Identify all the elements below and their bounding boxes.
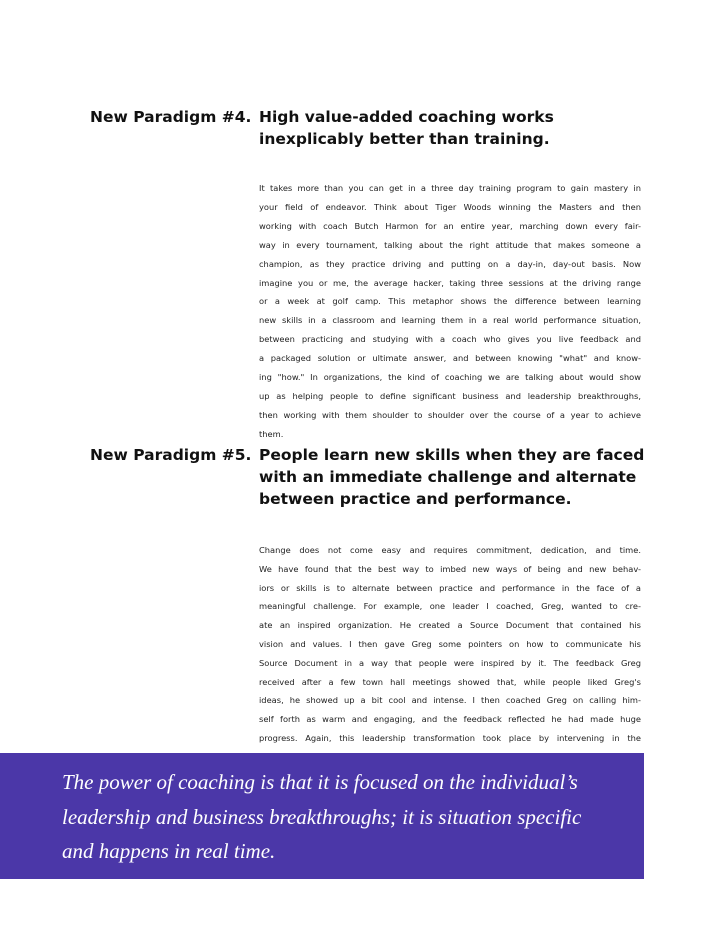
body-line: progress. Again, this leadership transformation took place by intervening in the [259, 732, 641, 743]
paradigm-4-label: New Paradigm #4. [90, 108, 252, 126]
body-line: then working with them shoulder to shoulder over the course of a year to achieve [259, 409, 641, 420]
heading-line: inexplicably better than training. [259, 130, 550, 148]
body-line: way in every tournament, talking about the right attitude that makes someone a [259, 239, 641, 250]
body-line: received after a few town hall meetings showed that, while people liked Greg's [259, 676, 641, 687]
body-line: working with coach Butch Harmon for an entire year, marching down every fair- [259, 220, 641, 231]
body-line: iors or skills is to alternate between practice and performance in the face of a [259, 582, 641, 593]
paradigm-5-body [259, 541, 641, 767]
heading-line: with an immediate challenge and alternate [259, 468, 637, 486]
heading-line: between practice and performance. [259, 490, 572, 508]
body-line: We have found that the best way to imbed new ways of being and new behav- [259, 563, 641, 574]
body-line: It takes more than you can get in a three day training program to gain mastery in [259, 183, 641, 193]
body-line: champion, as they practice driving and putting on a day-in, day-out basis. Now [259, 258, 641, 269]
body-line: meaningful challenge. For example, one leader I coached, Greg, wanted to cre- [259, 601, 641, 612]
body-line: new skills in a classroom and learning them in a real world performance situation, [259, 315, 641, 326]
paradigm-5-heading [259, 444, 679, 510]
pull-quote-band [0, 753, 644, 879]
body-line: vision and values. I then gave Greg some pointers on how to communicate his [259, 638, 641, 649]
pull-quote-line: and happens in real time. [62, 839, 276, 863]
paradigm-4-body [259, 179, 641, 444]
body-line: ate an inspired organization. He created a Source Document that contained his [259, 620, 641, 631]
body-line: ideas, he showed up a bit cool and intense. I then coached Greg on calling him- [259, 695, 641, 706]
pull-quote [62, 765, 642, 869]
body-line: Source Document in a way that people were inspired by it. The feedback Greg [259, 657, 641, 668]
heading-line: People learn new skills when they are faced [259, 446, 645, 464]
body-line: Change does not come easy and requires commitment, dedication, and time. [259, 545, 641, 555]
body-line: imagine you or me, the average hacker, taking three sessions at the driving range [259, 277, 641, 288]
body-line: ing "how." In organizations, the kind of coaching we are talking about would show [259, 372, 641, 383]
heading-line: High value-added coaching works [259, 108, 554, 126]
body-line: self forth as warm and engaging, and the feedback reflected he had made huge [259, 714, 641, 725]
body-line: a packaged solution or ultimate answer, and between knowing "what" and know- [259, 353, 641, 364]
body-line: up as helping people to define significant business and leadership breakthroughs, [259, 390, 641, 401]
pull-quote-line: leadership and business breakthroughs; it is situation specific [62, 804, 582, 829]
body-line: your field of endeavor. Think about Tiger Woods winning the Masters and then [259, 201, 641, 212]
paradigm-5-label: New Paradigm #5. [90, 446, 252, 464]
body-line: them. [259, 428, 284, 439]
paradigm-4-heading [259, 106, 679, 150]
body-line: or a week at golf camp. This metaphor shows the difference between learning [259, 296, 641, 307]
body-line: between practicing and studying with a coach who gives you live feedback and [259, 334, 641, 345]
pull-quote-line: The power of coaching is that it is focused on the individual’s [62, 770, 578, 794]
